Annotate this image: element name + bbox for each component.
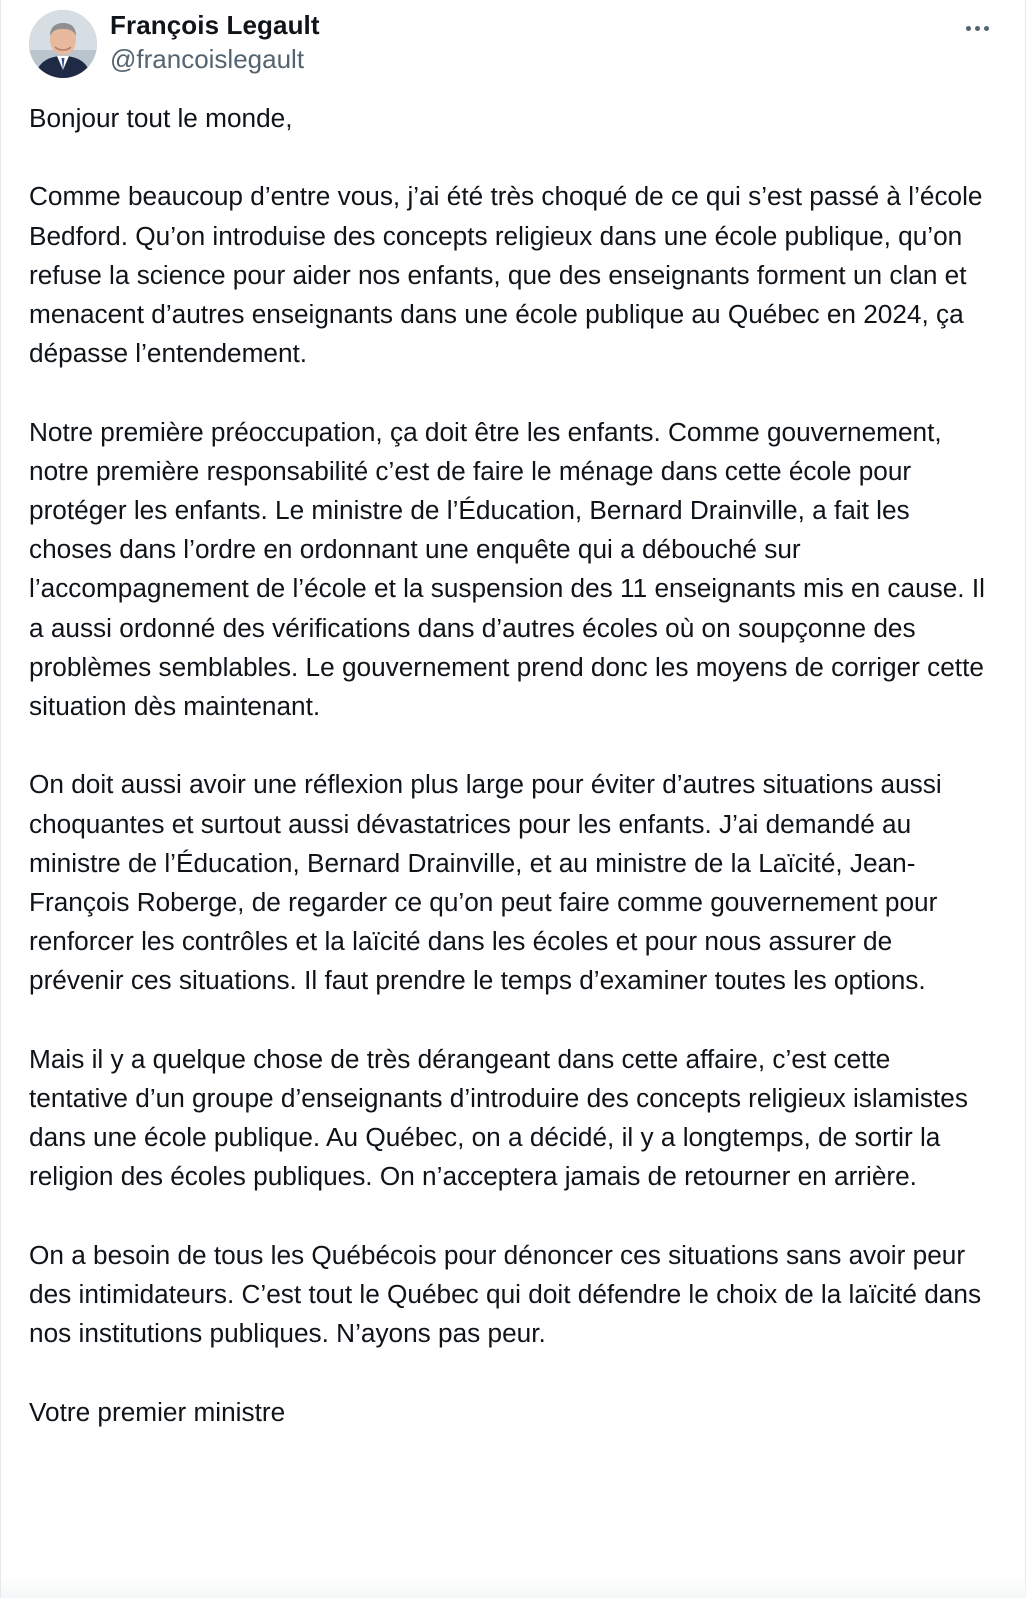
tweet-text <box>29 99 989 1471</box>
author-info <box>110 8 320 76</box>
tweet-paragraph: On doit aussi avoir une réflexion plus large pour éviter d’autres situations aussi choquantes et surtout aussi dévastatrices pour les enfants. J’ai demandé au ministre de l’Éducation, Bernard Drainville, et au ministre de la Laïcité, Jean-François Roberge, de regarder ce qu’on peut faire comme gouvernement pour renforcer les contrôles et la laïcité dans les écoles et pour nous assurer de prévenir ces situations. Il faut prendre le temps d’examiner toutes les options. <box>29 769 942 996</box>
tweet-signature: Votre premier ministre <box>29 1396 286 1427</box>
tweet-paragraph: Mais il y a quelque chose de très dérangeant dans cette affaire, c’est cette tentative d’un groupe d’enseignants d’introduire des concepts religieux islamistes dans une école publique. Au Québec, on a décidé, il y a longtemps, de sortir la religion des écoles publiques. On n’acceptera jamais de retourner en arrière. <box>29 1043 968 1192</box>
more-options-button[interactable] <box>955 10 999 44</box>
author-handle[interactable]: @francoislegault <box>110 44 305 74</box>
tweet-header <box>29 8 999 80</box>
author-display-name[interactable]: François Legault <box>110 10 320 40</box>
more-options-icon <box>964 18 991 36</box>
avatar[interactable] <box>29 10 97 78</box>
tweet-paragraph: Notre première préoccupation, ça doit être les enfants. Comme gouvernement, notre première responsabilité c’est de faire le ménage dans cette école pour protéger les enfants. Le ministre de l’Éducation, Bernard Drainville, a fait les choses dans l’ordre en ordonnant une enquête qui a débouché sur l’accompagnement de l’école et la suspension des 11 enseignants mis en cause. Il a aussi ordonné des vérifications dans d’autres écoles où on soupçonne des problèmes semblables. Le gouvernement prend donc les moyens de corriger cette situation dès maintenant. <box>29 416 985 722</box>
tweet-paragraph: Comme beaucoup d’entre vous, j’ai été très choqué de ce qui s’est passé à l’école Bedford. Qu’on introduise des concepts religieux dans une école publique, qu’on refuse la science pour aider nos enfants, que des enseignants forment un clan et menacent d’autres enseignants dans une école publique au Québec en 2024, ça dépasse l’entendement. <box>29 181 983 369</box>
tweet-paragraph: On a besoin de tous les Québécois pour dénoncer ces situations sans avoir peur des intimidateurs. C’est tout le Québec qui doit défendre le choix de la laïcité dans nos institutions publiques. N’ayons pas peur. <box>29 1239 982 1349</box>
tweet-paragraph: Bonjour tout le monde, <box>29 103 293 133</box>
bottom-fade-divider <box>1 1576 1026 1598</box>
profile-photo-icon <box>29 10 97 78</box>
